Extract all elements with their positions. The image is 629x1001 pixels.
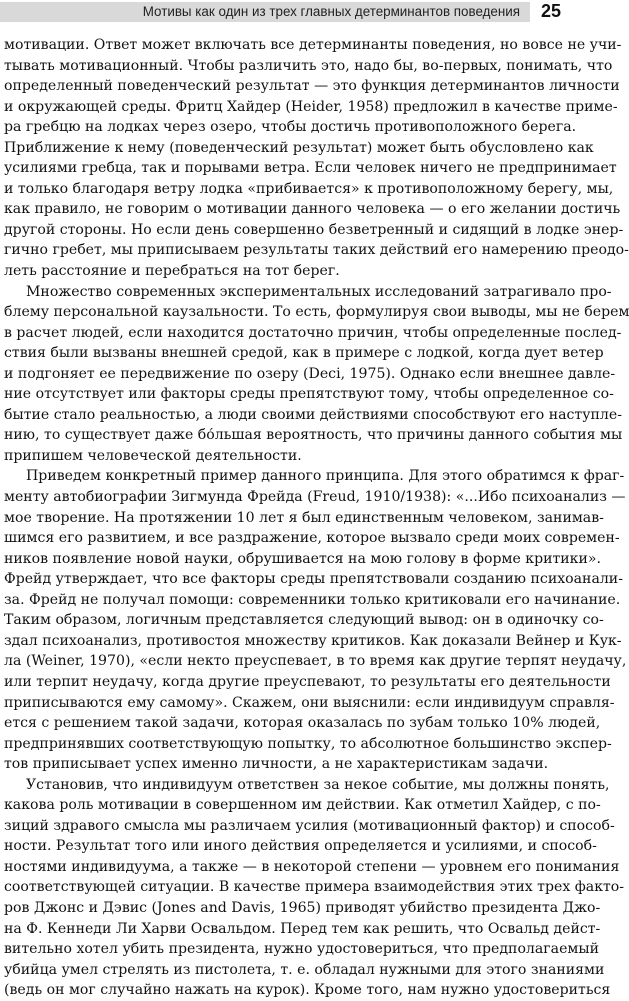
- text-line: Приближение к нему (поведенческий результат) может быть обусловлено как: [4, 139, 594, 156]
- running-header: [0, 0, 565, 27]
- text-line: Фрейд утверждает, что все факторы среды препятствовали созданию психоанали-: [4, 571, 623, 588]
- text-line: убийца умел стрелять из пистолета, т. е. обладал нужными для этого знаниями: [4, 961, 605, 978]
- text-line: ра гребцю на лодках через озеро, чтобы достичь противоположного берега.: [4, 119, 577, 136]
- text-line: Множество современных экспериментальных исследований затрагивало про-: [26, 283, 612, 300]
- text-line: за. Фрейд не получал помощи: современники только критиковали его начинание.: [4, 591, 621, 608]
- text-line: менту автобиографии Зигмунда Фрейда (Freud, 1910/1938): «...Ибо психоанализ —: [4, 489, 626, 506]
- text-line: ров Джонс и Дэвис (Jones and Davis, 1965) приводят убийство президента Джо-: [4, 899, 601, 916]
- text-line: зиций здравого смысла мы различаем усилия (мотивационный фактор) и способ-: [4, 817, 615, 834]
- text-line: гично гребет, мы приписываем результаты таких действий его намерению преодо-: [4, 242, 629, 259]
- text-line: и подгоняет ее передвижение по озеру (Deci, 1975). Однако если внешнее давле-: [4, 365, 616, 382]
- text-line: определенный поведенческий результат — это функция детерминантов личности: [4, 78, 620, 95]
- text-line: ние отсутствует или факторы среды препятствуют тому, чтобы определенное со-: [4, 386, 614, 403]
- text-line: тов приписывает успех именно личности, а не характеристикам задачи.: [4, 756, 549, 773]
- text-line: ется с решением такой задачи, которая оказалась по зубам только 10% людей,: [4, 715, 601, 732]
- body-text: [4, 35, 629, 1001]
- text-line: леть расстояние и перебраться на тот берег.: [4, 263, 340, 280]
- text-line: бытие стало реальностью, а люди своими действиями способствуют его наступле-: [4, 406, 622, 423]
- text-line: какова роль мотивации в совершенном им действии. Как отметил Хайдер, с по-: [4, 797, 601, 814]
- text-line: и окружающей среды. Фритц Хайдер (Heider, 1958) предложил в качестве приме-: [4, 98, 618, 115]
- text-line: на Ф. Кеннеди Ли Харви Освальдом. Перед тем как решить, что Освальд дейст-: [4, 920, 601, 937]
- text-line: и только благодаря ветру лодка «прибивается» к противоположному берегу, мы,: [4, 180, 614, 197]
- text-line: или терпит неудачу, когда другие преуспевают, то результаты его деятельности: [4, 673, 611, 690]
- text-line: блему персональной каузальности. То есть, формулируя свои выводы, мы не берем: [4, 304, 629, 321]
- text-line: Таким образом, логичным представляется следующий вывод: он в одиночку со-: [4, 612, 604, 629]
- text-line: другой стороны. Но если день совершенно безветренный и сидящий в лодке энер-: [4, 221, 624, 238]
- text-line: как правило, не говорим о мотивации данного человека — о его желании достичь: [4, 201, 621, 218]
- page-number: 25: [540, 1, 561, 21]
- text-line: предпринявших соответствующую попытку, то абсолютное большинство экспер-: [4, 735, 612, 752]
- text-line: соответствующей ситуации. В качестве примера взаимодействия этих трех факто-: [4, 879, 625, 896]
- text-line: мое творение. На протяжении 10 лет я был единственным человеком, занимав-: [4, 509, 604, 526]
- text-line: ствия были вызваны внешней средой, как в примере с лодкой, когда дует ветер: [4, 345, 604, 362]
- text-line: ности. Результат того или иного действия определяется и усилиями, и способ-: [4, 838, 597, 855]
- text-line: ла (Weiner, 1970), «если некто преуспевает, в то время как другие терпят неудачу,: [4, 653, 627, 670]
- text-line: усилиями гребца, так и порывами ветра. Если человек ничего не предпринимает: [4, 160, 617, 177]
- text-line: припишем человеческой деятельности.: [4, 447, 302, 464]
- text-line: ников появление новой науки, обрушивается на мою голову в форме критики».: [4, 550, 601, 567]
- text-line: Установив, что индивидуум ответствен за некое событие, мы должны понять,: [26, 776, 610, 793]
- text-line: в расчет людей, если находится достаточно причин, чтобы определенные послед-: [4, 324, 622, 341]
- text-line: тывать мотивационный. Чтобы различить это, надо бы, во-первых, понимать, что: [4, 57, 613, 74]
- running-header-title: Мотивы как один из трех главных детерминантов поведения: [142, 4, 520, 19]
- text-line: мотивации. Ответ может включать все детерминанты поведения, но вовсе не учи-: [4, 37, 622, 53]
- text-line: вительно хотел убить президента, нужно удостовериться, что предполагаемый: [4, 941, 599, 958]
- text-line: приписываются ему самому». Скажем, они выяснили: если индивидуум справля-: [4, 694, 615, 711]
- text-line: Приведем конкретный пример данного принципа. Для этого обратимся к фраг-: [26, 468, 625, 485]
- text-line: нию, то существует даже бо́льшая вероятность, что причины данного события мы: [4, 427, 623, 444]
- text-line: шимся его развитием, и все раздражение, которое вызвало среди моих современ-: [4, 530, 620, 547]
- text-line: ностями индивидуума, а также — в некоторой степени — уровнем его понимания: [4, 858, 620, 875]
- text-line: (ведь он мог случайно нажать на курок). Кроме того, нам нужно удостовериться: [4, 982, 611, 999]
- text-line: здал психоанализ, противостоя множеству критиков. Как доказали Вейнер и Кук-: [4, 632, 622, 649]
